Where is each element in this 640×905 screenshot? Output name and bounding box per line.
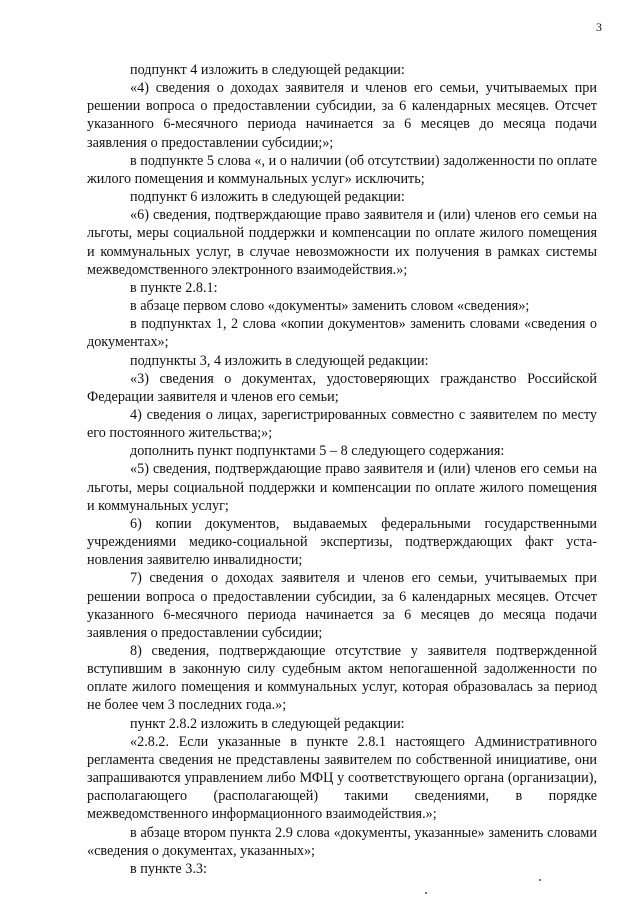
paragraph: «3) сведения о документах, удостоверяющих гражданство Российской Федерации заявителя и членов его семьи;: [87, 370, 597, 405]
paragraph: в абзаце первом слово «документы» заменить словом «сведения»;: [130, 298, 530, 315]
paragraph: 6) копии документов, выдаваемых федеральными государственными учреждениями медико-социальной экспертизы, подтверждающих факт установления заявителю инвалидности;: [87, 515, 597, 569]
paragraph: «6) сведения, подтверждающие право заявителя и (или) членов его семьи на льготы, меры социальной поддержки и компенсации по оплате жилого помещения и коммунальных услуг, в случае невозможности их получения в рамках системы межведомственного электронного взаимодействия.»;: [87, 207, 597, 278]
paragraph: в подпунктах 1, 2 слова «копии документов» заменить словами «сведения о документах»;: [87, 316, 597, 351]
paragraph: подпункт 6 изложить в следующей редакции:: [130, 189, 405, 206]
scan-speck: [539, 879, 541, 881]
paragraph: в абзаце втором пункта 2.9 слова «документы, указанные» заменить словами «сведения о документах, указанных»;: [87, 824, 597, 859]
paragraph: в пункте 3.3:: [130, 860, 207, 877]
paragraph: в пункте 2.8.1:: [130, 279, 218, 296]
scan-speck: [425, 892, 427, 894]
document-body: [87, 61, 597, 878]
paragraph: в подпункте 5 слова «, и о наличии (об отсутствии) задолженности по оплате жилого помещения и коммунальных услуг» исключить;: [87, 152, 597, 187]
paragraph: подпункт 4 изложить в следующей редакции:: [130, 62, 405, 78]
page-number: 3: [596, 20, 602, 34]
paragraph: 7) сведения о доходах заявителя и членов его семьи, учитываемых при решении вопроса о предоставлении субсидии, за 6 календарных месяцев. Отсчет указанного 6-месячного периода начинается за 6 месяцев до месяца подачи заявления о предоставлении субсидии;: [87, 570, 597, 641]
paragraph: 8) сведения, подтверждающие отсутствие у заявителя подтвержденной вступившим в законную силу судебным актом непогашенной задолженности по оплате жилого помещения и коммунальных услуг, которая образовалась за период не более чем 3 последних года.»;: [87, 643, 597, 714]
paragraph: 4) сведения о лицах, зарегистрированных совместно с заявителем по месту его постоянного жительства;»;: [87, 406, 597, 442]
paragraph: «4) сведения о доходах заявителя и членов его семьи, учитываемых при решении вопроса о предоставлении субсидии, за 6 календарных месяцев. Отсчет указанного 6-месячного периода начинается за 6 месяцев до месяца подачи заявления о предоставлении субсидии;»;: [87, 80, 597, 151]
paragraph: пункт 2.8.2 изложить в следующей редакции:: [130, 715, 405, 732]
paragraph: дополнить пункт подпунктами 5 – 8 следующего содержания:: [130, 443, 505, 460]
paragraph: подпункты 3, 4 изложить в следующей редакции:: [130, 352, 429, 369]
paragraph: «2.8.2. Если указанные в пункте 2.8.1 настоящего Административного регламента сведения не представлены заявителем по собственной инициативе, они запрашиваются управлением либо МФЦ у соответствующего органа (организации), располагающего (располагающей) такими сведениями, в порядке межведомственного информационного взаимодействия.»;: [87, 733, 597, 823]
paragraph: «5) сведения, подтверждающие право заявителя и (или) членов его семьи на льготы, меры социальной поддержки и компенсации по оплате жилого помещения и коммунальных услуг;: [87, 461, 597, 514]
